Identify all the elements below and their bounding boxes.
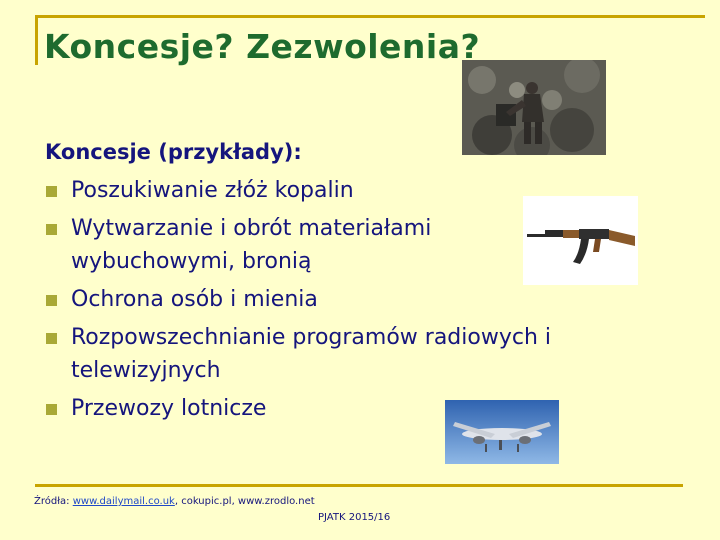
bullet-text: Wytwarzanie i obrót materiałami (71, 216, 432, 241)
bullet-item (44, 392, 684, 425)
source-link[interactable]: www.dailymail.co.uk (72, 496, 175, 507)
bullet-text: Rozpowszechnianie programów radiowych i (71, 325, 552, 350)
left-rule (35, 15, 38, 65)
bullet-text: wybuchowymi, bronią (71, 249, 312, 274)
bullet-text: Ochrona osób i mienia (71, 287, 318, 312)
source-rest: , cokupic.pl, www.zrodlo.net (174, 496, 315, 507)
slide-footer: PJATK 2015/16 (318, 512, 391, 523)
square-bullet-icon (46, 186, 57, 197)
source-prefix: Źródła: (34, 496, 73, 507)
bullet-list (44, 174, 684, 430)
bullet-item (44, 321, 684, 387)
top-rule (35, 15, 705, 18)
slide-subtitle: Koncesje (przykłady): (45, 140, 302, 164)
bullet-text: Poszukiwanie złóż kopalin (71, 178, 354, 203)
square-bullet-icon (46, 295, 57, 306)
source-note (34, 496, 315, 507)
miner-photo (462, 60, 606, 155)
bullet-text: Przewozy lotnicze (71, 396, 267, 421)
bullet-item (44, 212, 684, 278)
square-bullet-icon (46, 224, 57, 235)
bullet-text: telewizyjnych (71, 358, 221, 383)
bullet-item (44, 174, 684, 207)
slide-title: Koncesje? Zezwolenia? (44, 27, 481, 66)
bottom-rule (35, 484, 683, 487)
bullet-item (44, 283, 684, 316)
square-bullet-icon (46, 333, 57, 344)
square-bullet-icon (46, 404, 57, 415)
